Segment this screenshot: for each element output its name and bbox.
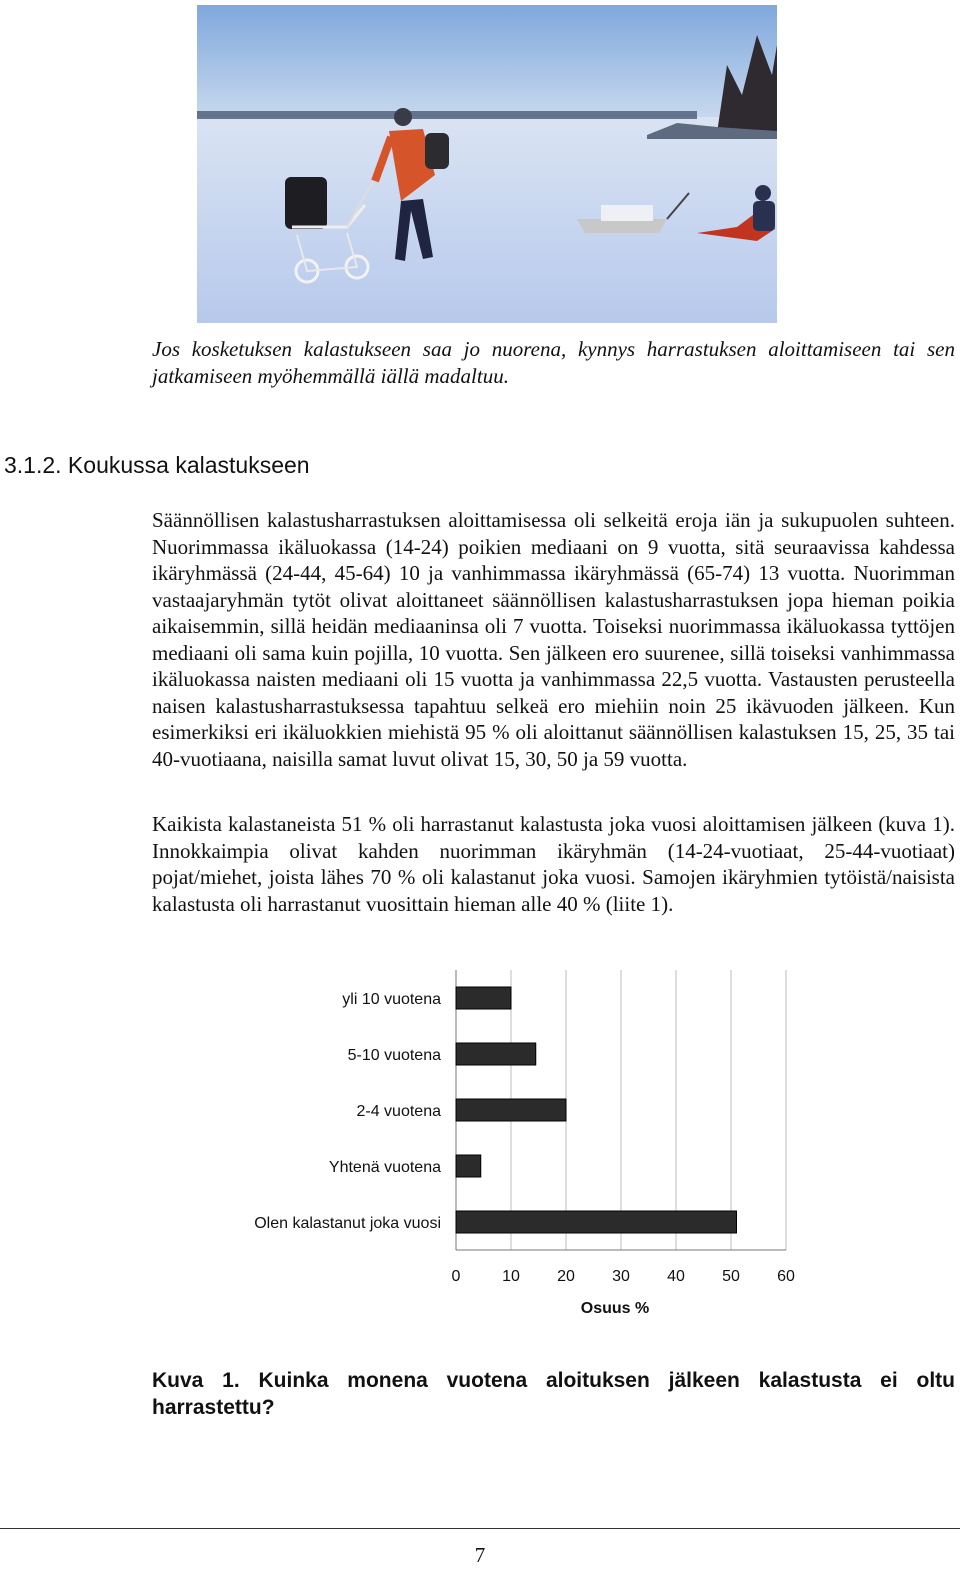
- x-axis-label: Osuus %: [580, 1300, 650, 1317]
- bar-chart: [0, 960, 960, 1320]
- bar: [456, 1211, 737, 1233]
- winter-ice-fishing-icon: [197, 5, 777, 323]
- x-tick-label: 10: [502, 1268, 520, 1285]
- category-label: 2-4 vuotena: [356, 1103, 441, 1120]
- x-tick-label: 40: [667, 1268, 685, 1285]
- body-paragraph: Kaikista kalastaneista 51 % oli harrastanut kalastusta joka vuosi aloittamisen jälkeen (kuva 1). Innokkaimpia olivat kahden nuorimman ikäryhmän (14-24-vuotiaat, 25-44-vuotiaat) pojat/miehet, joista lähes 70 % oli kalastanut joka vuosi. Samojen ikäryhmien tytöistä/naisista kalastusta oli harrastanut vuosittain hieman alle 40 % (liite 1).: [152, 812, 955, 916]
- category-label: 5-10 vuotena: [347, 1047, 441, 1064]
- winter-ice-fishing-photo: [197, 5, 777, 323]
- x-tick-label: 0: [451, 1268, 461, 1285]
- footer-divider: [0, 1528, 960, 1529]
- bar: [456, 987, 511, 1009]
- category-label: Yhtenä vuotena: [328, 1159, 441, 1176]
- photo-caption: Jos kosketuksen kalastukseen saa jo nuorena, kynnys harrastuksen aloittamiseen tai sen jatkamiseen myöhemmällä iällä madaltuu.: [152, 337, 955, 388]
- x-tick-label: 30: [612, 1268, 630, 1285]
- page-number: 7: [474, 1543, 486, 1567]
- x-tick-label: 60: [777, 1268, 795, 1285]
- body-paragraph: Säännöllisen kalastusharrastuksen aloittamisessa oli selkeitä eroja iän ja sukupuolen suhteen. Nuorimmassa ikäluokassa (14-24) poikien mediaani on 9 vuotta, sitä seuraavissa kahdessa ikäryhmässä (24-44, 45-64) 10 ja vanhimmassa ikäryhmässä (65-74) 13 vuotta. Nuorimman vastaajaryhmän tytöt olivat aloittaneet säännöllisen kalastusharrastuksen jopa hieman poikia aikaisemmin, sillä heidän mediaaninsa oli 7 vuotta. Toiseksi nuorimmassa ikäluokassa tyttöjen mediaani oli sama kuin pojilla, 10 vuotta. Sen jälkeen ero suurenee, sillä toiseksi vanhimmassa ikäluokassa naisten mediaani oli 15 vuotta ja vanhimmassa 22,5 vuotta. Vastausten perusteella naisen kalastusharrastuksessa tapahtuu selkeä ero miehiin noin 25 ikävuoden jälkeen. Kun esimerkiksi eri ikäluokkien miehistä 95 % oli aloittanut säännöllisen kalastuksen 15, 25, 35 tai 40-vuotiaana, naisilla samat luvut olivat 15, 30, 50 ja 59 vuotta.: [152, 508, 955, 771]
- section-heading: 3.1.2. Koukussa kalastukseen: [4, 452, 310, 478]
- x-tick-label: 20: [557, 1268, 575, 1285]
- bar: [456, 1155, 481, 1177]
- figure-caption: Kuva 1. Kuinka monena vuotena aloituksen jälkeen kalastusta ei oltu harrastettu?: [152, 1369, 955, 1419]
- bar: [456, 1043, 536, 1065]
- x-tick-label: 50: [722, 1268, 740, 1285]
- category-label: Olen kalastanut joka vuosi: [254, 1215, 441, 1232]
- category-label: yli 10 vuotena: [342, 991, 441, 1008]
- bar: [456, 1099, 566, 1121]
